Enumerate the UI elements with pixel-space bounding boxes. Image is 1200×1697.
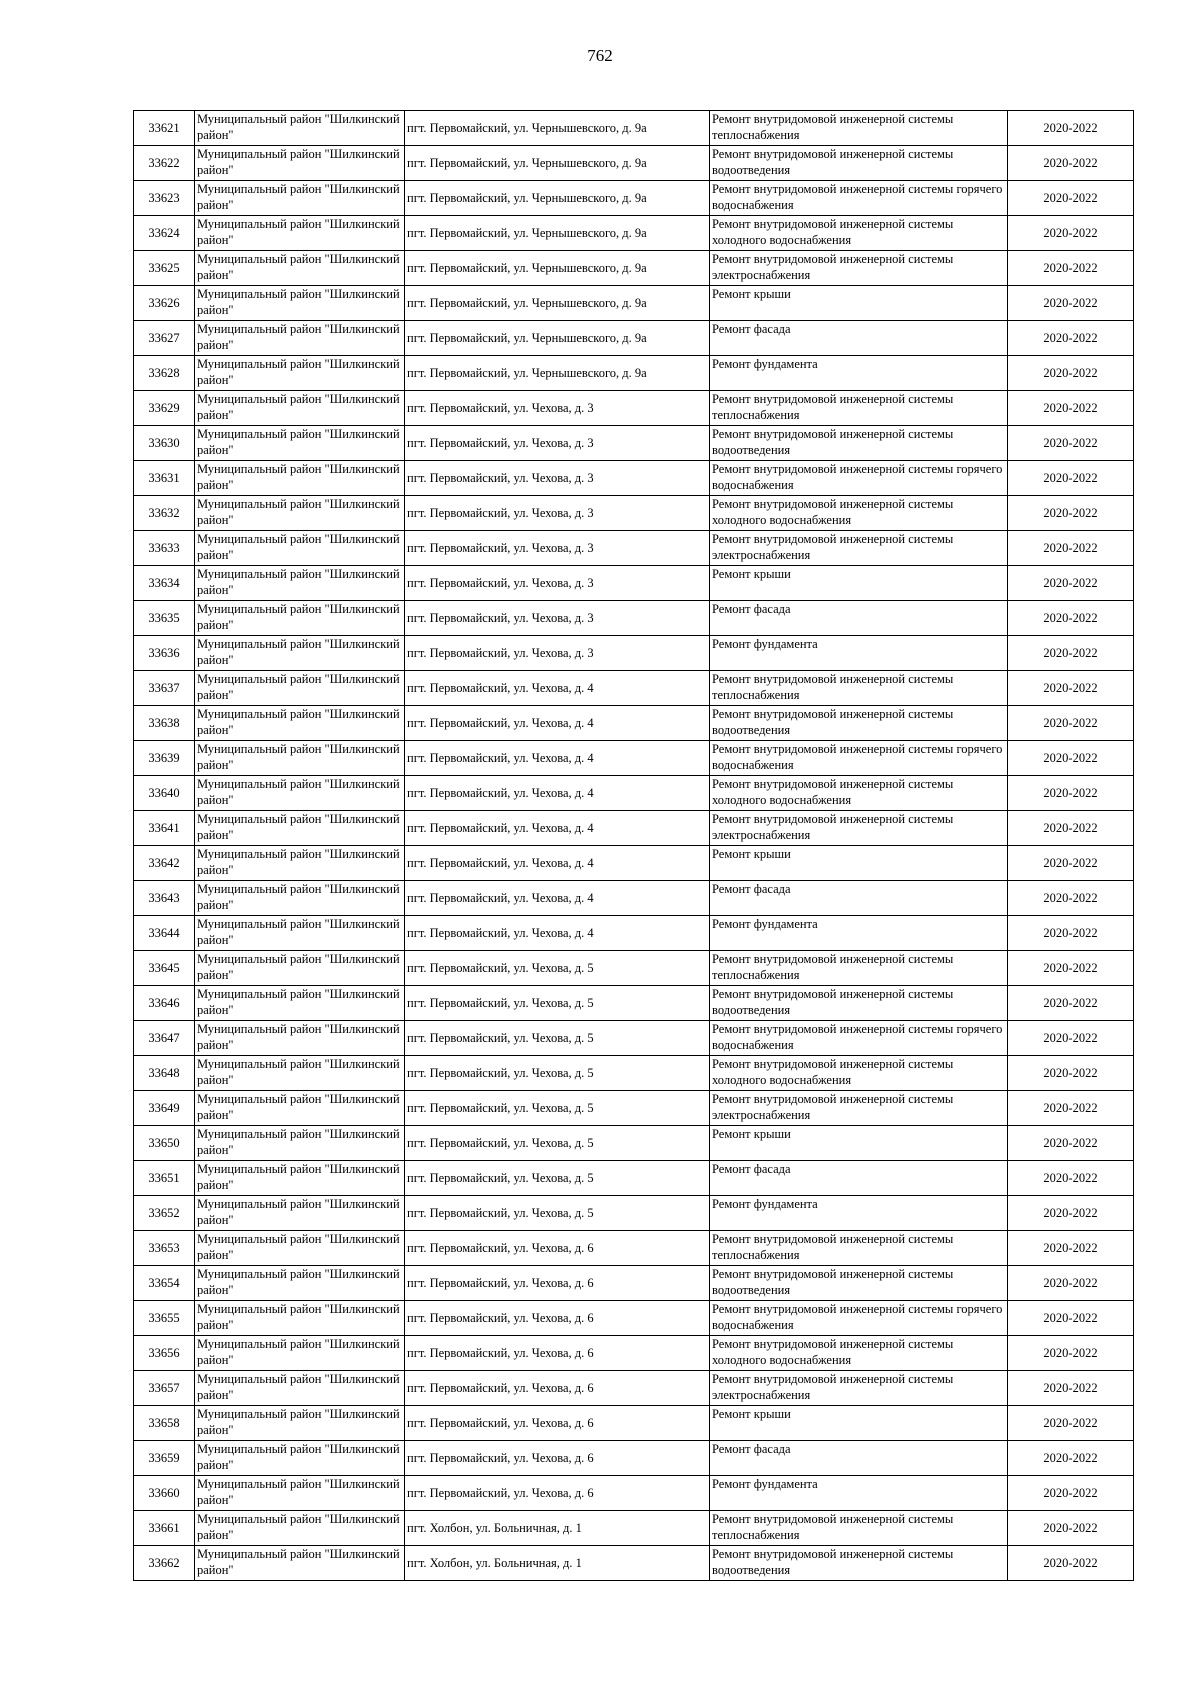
work-type-cell: Ремонт крыши [710,846,1008,881]
work-type-cell: Ремонт фундамента [710,636,1008,671]
municipality-cell: Муниципальный район "Шилкинский район" [195,566,405,601]
row-number: 33629 [134,391,195,426]
work-type-cell: Ремонт фасада [710,1161,1008,1196]
period-cell: 2020-2022 [1008,1441,1134,1476]
work-type-cell: Ремонт внутридомовой инженерной системы электроснабжения [710,251,1008,286]
period-cell: 2020-2022 [1008,566,1134,601]
municipality-cell: Муниципальный район "Шилкинский район" [195,146,405,181]
table-row [134,706,1134,741]
period-cell: 2020-2022 [1008,321,1134,356]
address-cell: пгт. Первомайский, ул. Чехова, д. 6 [405,1231,710,1266]
table-row [134,286,1134,321]
row-number: 33627 [134,321,195,356]
municipality-cell: Муниципальный район "Шилкинский район" [195,391,405,426]
municipality-cell: Муниципальный район "Шилкинский район" [195,1546,405,1581]
row-number: 33622 [134,146,195,181]
table-row [134,1511,1134,1546]
address-cell: пгт. Первомайский, ул. Чехова, д. 6 [405,1371,710,1406]
row-number: 33659 [134,1441,195,1476]
work-type-cell: Ремонт внутридомовой инженерной системы водоотведения [710,706,1008,741]
table-row [134,1196,1134,1231]
work-type-cell: Ремонт внутридомовой инженерной системы электроснабжения [710,811,1008,846]
row-number: 33656 [134,1336,195,1371]
table-row [134,1126,1134,1161]
period-cell: 2020-2022 [1008,111,1134,146]
row-number: 33643 [134,881,195,916]
address-cell: пгт. Первомайский, ул. Чехова, д. 5 [405,1091,710,1126]
period-cell: 2020-2022 [1008,986,1134,1021]
work-type-cell: Ремонт фундамента [710,1196,1008,1231]
work-type-cell: Ремонт фасада [710,881,1008,916]
row-number: 33658 [134,1406,195,1441]
address-cell: пгт. Первомайский, ул. Чехова, д. 4 [405,706,710,741]
row-number: 33650 [134,1126,195,1161]
address-cell: пгт. Первомайский, ул. Чехова, д. 6 [405,1476,710,1511]
row-number: 33628 [134,356,195,391]
municipality-cell: Муниципальный район "Шилкинский район" [195,986,405,1021]
work-type-cell: Ремонт внутридомовой инженерной системы теплоснабжения [710,1231,1008,1266]
row-number: 33625 [134,251,195,286]
period-cell: 2020-2022 [1008,601,1134,636]
municipality-cell: Муниципальный район "Шилкинский район" [195,706,405,741]
address-cell: пгт. Первомайский, ул. Чернышевского, д. 9а [405,286,710,321]
address-cell: пгт. Первомайский, ул. Чехова, д. 5 [405,1161,710,1196]
address-cell: пгт. Первомайский, ул. Чехова, д. 4 [405,671,710,706]
table-row [134,1441,1134,1476]
page-number: 762 [587,46,613,65]
address-cell: пгт. Первомайский, ул. Чехова, д. 5 [405,986,710,1021]
municipality-cell: Муниципальный район "Шилкинский район" [195,1196,405,1231]
period-cell: 2020-2022 [1008,811,1134,846]
period-cell: 2020-2022 [1008,426,1134,461]
period-cell: 2020-2022 [1008,1546,1134,1581]
row-number: 33651 [134,1161,195,1196]
municipality-cell: Муниципальный район "Шилкинский район" [195,251,405,286]
work-type-cell: Ремонт фундамента [710,356,1008,391]
period-cell: 2020-2022 [1008,286,1134,321]
work-type-cell: Ремонт внутридомовой инженерной системы теплоснабжения [710,951,1008,986]
table-row [134,391,1134,426]
row-number: 33632 [134,496,195,531]
address-cell: пгт. Первомайский, ул. Чехова, д. 3 [405,601,710,636]
table-row [134,741,1134,776]
table-row [134,356,1134,391]
row-number: 33623 [134,181,195,216]
address-cell: пгт. Первомайский, ул. Чехова, д. 4 [405,846,710,881]
period-cell: 2020-2022 [1008,916,1134,951]
row-number: 33649 [134,1091,195,1126]
municipality-cell: Муниципальный район "Шилкинский район" [195,1301,405,1336]
address-cell: пгт. Первомайский, ул. Чернышевского, д. 9а [405,111,710,146]
municipality-cell: Муниципальный район "Шилкинский район" [195,181,405,216]
municipality-cell: Муниципальный район "Шилкинский район" [195,1126,405,1161]
row-number: 33660 [134,1476,195,1511]
work-type-cell: Ремонт внутридомовой инженерной системы холодного водоснабжения [710,496,1008,531]
municipality-cell: Муниципальный район "Шилкинский район" [195,1231,405,1266]
table-row [134,916,1134,951]
table-row [134,811,1134,846]
period-cell: 2020-2022 [1008,146,1134,181]
address-cell: пгт. Первомайский, ул. Чехова, д. 3 [405,461,710,496]
work-type-cell: Ремонт крыши [710,1126,1008,1161]
registry-table [133,110,1134,1581]
work-type-cell: Ремонт внутридомовой инженерной системы горячего водоснабжения [710,1301,1008,1336]
period-cell: 2020-2022 [1008,251,1134,286]
address-cell: пгт. Первомайский, ул. Чехова, д. 5 [405,1126,710,1161]
period-cell: 2020-2022 [1008,1301,1134,1336]
period-cell: 2020-2022 [1008,1196,1134,1231]
row-number: 33652 [134,1196,195,1231]
municipality-cell: Муниципальный район "Шилкинский район" [195,811,405,846]
period-cell: 2020-2022 [1008,741,1134,776]
work-type-cell: Ремонт внутридомовой инженерной системы холодного водоснабжения [710,1336,1008,1371]
address-cell: пгт. Первомайский, ул. Чернышевского, д. 9а [405,251,710,286]
municipality-cell: Муниципальный район "Шилкинский район" [195,741,405,776]
municipality-cell: Муниципальный район "Шилкинский район" [195,1406,405,1441]
table-row [134,1301,1134,1336]
period-cell: 2020-2022 [1008,1406,1134,1441]
table-row [134,951,1134,986]
row-number: 33644 [134,916,195,951]
address-cell: пгт. Первомайский, ул. Чернышевского, д. 9а [405,146,710,181]
municipality-cell: Муниципальный район "Шилкинский район" [195,1511,405,1546]
work-type-cell: Ремонт внутридомовой инженерной системы горячего водоснабжения [710,181,1008,216]
work-type-cell: Ремонт фасада [710,1441,1008,1476]
row-number: 33645 [134,951,195,986]
table-row [134,496,1134,531]
municipality-cell: Муниципальный район "Шилкинский район" [195,321,405,356]
work-type-cell: Ремонт фасада [710,321,1008,356]
work-type-cell: Ремонт фасада [710,601,1008,636]
address-cell: пгт. Первомайский, ул. Чехова, д. 3 [405,636,710,671]
address-cell: пгт. Первомайский, ул. Чехова, д. 6 [405,1406,710,1441]
address-cell: пгт. Первомайский, ул. Чехова, д. 4 [405,881,710,916]
table-row [134,426,1134,461]
period-cell: 2020-2022 [1008,1056,1134,1091]
period-cell: 2020-2022 [1008,1161,1134,1196]
work-type-cell: Ремонт внутридомовой инженерной системы водоотведения [710,986,1008,1021]
row-number: 33654 [134,1266,195,1301]
period-cell: 2020-2022 [1008,1231,1134,1266]
work-type-cell: Ремонт внутридомовой инженерной системы теплоснабжения [710,111,1008,146]
address-cell: пгт. Первомайский, ул. Чехова, д. 6 [405,1336,710,1371]
row-number: 33635 [134,601,195,636]
table-row [134,531,1134,566]
table-row [134,111,1134,146]
table-row [134,1091,1134,1126]
period-cell: 2020-2022 [1008,1126,1134,1161]
address-cell: пгт. Первомайский, ул. Чехова, д. 3 [405,531,710,566]
period-cell: 2020-2022 [1008,1371,1134,1406]
row-number: 33621 [134,111,195,146]
address-cell: пгт. Первомайский, ул. Чехова, д. 4 [405,741,710,776]
work-type-cell: Ремонт крыши [710,566,1008,601]
table-row [134,1161,1134,1196]
address-cell: пгт. Холбон, ул. Больничная, д. 1 [405,1546,710,1581]
work-type-cell: Ремонт внутридомовой инженерной системы горячего водоснабжения [710,1021,1008,1056]
address-cell: пгт. Первомайский, ул. Чернышевского, д. 9а [405,321,710,356]
municipality-cell: Муниципальный район "Шилкинский район" [195,461,405,496]
address-cell: пгт. Первомайский, ул. Чехова, д. 6 [405,1301,710,1336]
row-number: 33631 [134,461,195,496]
row-number: 33647 [134,1021,195,1056]
period-cell: 2020-2022 [1008,531,1134,566]
period-cell: 2020-2022 [1008,181,1134,216]
address-cell: пгт. Первомайский, ул. Чехова, д. 4 [405,776,710,811]
row-number: 33637 [134,671,195,706]
row-number: 33630 [134,426,195,461]
address-cell: пгт. Первомайский, ул. Чехова, д. 3 [405,496,710,531]
address-cell: пгт. Холбон, ул. Больничная, д. 1 [405,1511,710,1546]
municipality-cell: Муниципальный район "Шилкинский район" [195,111,405,146]
work-type-cell: Ремонт внутридомовой инженерной системы электроснабжения [710,1091,1008,1126]
row-number: 33646 [134,986,195,1021]
period-cell: 2020-2022 [1008,216,1134,251]
period-cell: 2020-2022 [1008,461,1134,496]
work-type-cell: Ремонт внутридомовой инженерной системы водоотведения [710,1266,1008,1301]
work-type-cell: Ремонт внутридомовой инженерной системы горячего водоснабжения [710,741,1008,776]
address-cell: пгт. Первомайский, ул. Чехова, д. 6 [405,1266,710,1301]
municipality-cell: Муниципальный район "Шилкинский район" [195,1091,405,1126]
row-number: 33642 [134,846,195,881]
table-row [134,321,1134,356]
table-row [134,881,1134,916]
period-cell: 2020-2022 [1008,1021,1134,1056]
municipality-cell: Муниципальный район "Шилкинский район" [195,881,405,916]
table-row [134,251,1134,286]
period-cell: 2020-2022 [1008,776,1134,811]
work-type-cell: Ремонт крыши [710,1406,1008,1441]
municipality-cell: Муниципальный район "Шилкинский район" [195,531,405,566]
municipality-cell: Муниципальный район "Шилкинский район" [195,1056,405,1091]
address-cell: пгт. Первомайский, ул. Чехова, д. 3 [405,566,710,601]
row-number: 33634 [134,566,195,601]
period-cell: 2020-2022 [1008,496,1134,531]
row-number: 33648 [134,1056,195,1091]
row-number: 33626 [134,286,195,321]
municipality-cell: Муниципальный район "Шилкинский район" [195,1476,405,1511]
municipality-cell: Муниципальный район "Шилкинский район" [195,356,405,391]
period-cell: 2020-2022 [1008,1476,1134,1511]
work-type-cell: Ремонт внутридомовой инженерной системы теплоснабжения [710,671,1008,706]
row-number: 33657 [134,1371,195,1406]
municipality-cell: Муниципальный район "Шилкинский район" [195,1441,405,1476]
address-cell: пгт. Первомайский, ул. Чернышевского, д. 9а [405,356,710,391]
municipality-cell: Муниципальный район "Шилкинский район" [195,671,405,706]
row-number: 33636 [134,636,195,671]
table-row [134,776,1134,811]
municipality-cell: Муниципальный район "Шилкинский район" [195,1266,405,1301]
period-cell: 2020-2022 [1008,671,1134,706]
table-row [134,1266,1134,1301]
row-number: 33639 [134,741,195,776]
work-type-cell: Ремонт внутридомовой инженерной системы электроснабжения [710,1371,1008,1406]
address-cell: пгт. Первомайский, ул. Чехова, д. 5 [405,1196,710,1231]
period-cell: 2020-2022 [1008,636,1134,671]
table-row [134,986,1134,1021]
period-cell: 2020-2022 [1008,391,1134,426]
row-number: 33624 [134,216,195,251]
period-cell: 2020-2022 [1008,1266,1134,1301]
period-cell: 2020-2022 [1008,706,1134,741]
table-row [134,671,1134,706]
row-number: 33638 [134,706,195,741]
municipality-cell: Муниципальный район "Шилкинский район" [195,951,405,986]
row-number: 33655 [134,1301,195,1336]
table-row [134,1056,1134,1091]
period-cell: 2020-2022 [1008,846,1134,881]
table-row [134,1336,1134,1371]
table-row [134,1231,1134,1266]
period-cell: 2020-2022 [1008,951,1134,986]
address-cell: пгт. Первомайский, ул. Чехова, д. 5 [405,951,710,986]
address-cell: пгт. Первомайский, ул. Чехова, д. 4 [405,811,710,846]
address-cell: пгт. Первомайский, ул. Чехова, д. 3 [405,426,710,461]
work-type-cell: Ремонт крыши [710,286,1008,321]
municipality-cell: Муниципальный район "Шилкинский район" [195,1371,405,1406]
row-number: 33640 [134,776,195,811]
table-row [134,1546,1134,1581]
row-number: 33662 [134,1546,195,1581]
address-cell: пгт. Первомайский, ул. Чернышевского, д. 9а [405,216,710,251]
municipality-cell: Муниципальный район "Шилкинский район" [195,426,405,461]
period-cell: 2020-2022 [1008,881,1134,916]
row-number: 33641 [134,811,195,846]
municipality-cell: Муниципальный район "Шилкинский район" [195,216,405,251]
address-cell: пгт. Первомайский, ул. Чехова, д. 6 [405,1441,710,1476]
municipality-cell: Муниципальный район "Шилкинский район" [195,1161,405,1196]
work-type-cell: Ремонт внутридомовой инженерной системы водоотведения [710,1546,1008,1581]
table-row [134,461,1134,496]
address-cell: пгт. Первомайский, ул. Чехова, д. 5 [405,1021,710,1056]
table-row [134,146,1134,181]
municipality-cell: Муниципальный район "Шилкинский район" [195,1021,405,1056]
table-row [134,1406,1134,1441]
row-number: 33661 [134,1511,195,1546]
municipality-cell: Муниципальный район "Шилкинский район" [195,1336,405,1371]
work-type-cell: Ремонт внутридомовой инженерной системы водоотведения [710,426,1008,461]
table-row [134,636,1134,671]
municipality-cell: Муниципальный район "Шилкинский район" [195,636,405,671]
row-number: 33653 [134,1231,195,1266]
table-row [134,181,1134,216]
municipality-cell: Муниципальный район "Шилкинский район" [195,601,405,636]
work-type-cell: Ремонт внутридомовой инженерной системы электроснабжения [710,531,1008,566]
period-cell: 2020-2022 [1008,1511,1134,1546]
row-number: 33633 [134,531,195,566]
table-row [134,1476,1134,1511]
work-type-cell: Ремонт внутридомовой инженерной системы теплоснабжения [710,391,1008,426]
table-row [134,846,1134,881]
registry-table-body [134,111,1134,1581]
period-cell: 2020-2022 [1008,1336,1134,1371]
period-cell: 2020-2022 [1008,1091,1134,1126]
table-row [134,601,1134,636]
address-cell: пгт. Первомайский, ул. Чехова, д. 4 [405,916,710,951]
address-cell: пгт. Первомайский, ул. Чехова, д. 3 [405,391,710,426]
period-cell: 2020-2022 [1008,356,1134,391]
work-type-cell: Ремонт внутридомовой инженерной системы холодного водоснабжения [710,1056,1008,1091]
work-type-cell: Ремонт внутридомовой инженерной системы горячего водоснабжения [710,461,1008,496]
work-type-cell: Ремонт внутридомовой инженерной системы теплоснабжения [710,1511,1008,1546]
work-type-cell: Ремонт внутридомовой инженерной системы холодного водоснабжения [710,776,1008,811]
work-type-cell: Ремонт внутридомовой инженерной системы холодного водоснабжения [710,216,1008,251]
municipality-cell: Муниципальный район "Шилкинский район" [195,496,405,531]
address-cell: пгт. Первомайский, ул. Чехова, д. 5 [405,1056,710,1091]
municipality-cell: Муниципальный район "Шилкинский район" [195,286,405,321]
work-type-cell: Ремонт фундамента [710,916,1008,951]
table-row [134,566,1134,601]
municipality-cell: Муниципальный район "Шилкинский район" [195,916,405,951]
address-cell: пгт. Первомайский, ул. Чернышевского, д. 9а [405,181,710,216]
work-type-cell: Ремонт фундамента [710,1476,1008,1511]
municipality-cell: Муниципальный район "Шилкинский район" [195,846,405,881]
table-row [134,1371,1134,1406]
table-row [134,1021,1134,1056]
table-row [134,216,1134,251]
work-type-cell: Ремонт внутридомовой инженерной системы водоотведения [710,146,1008,181]
municipality-cell: Муниципальный район "Шилкинский район" [195,776,405,811]
